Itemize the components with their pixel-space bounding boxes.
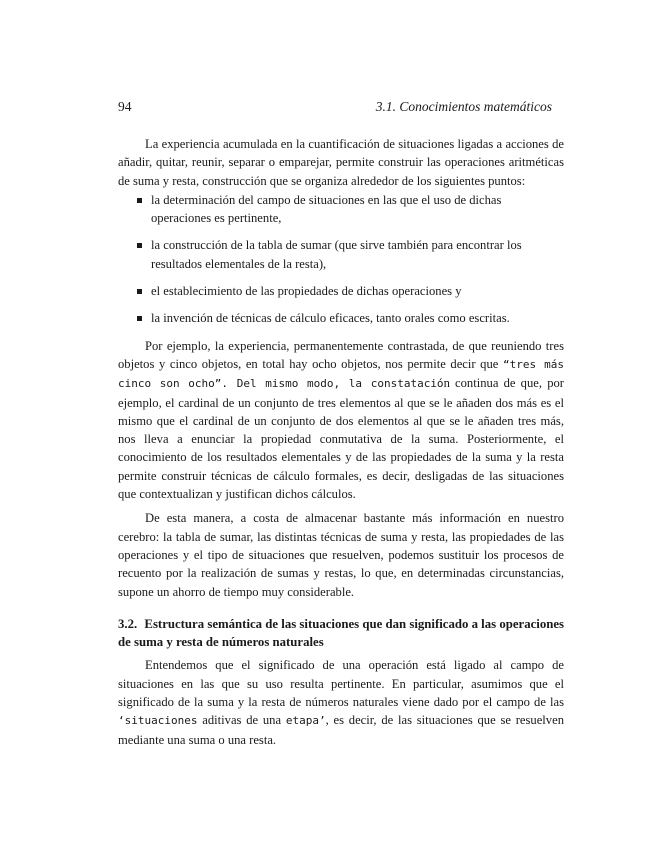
- paragraph-4-term-2: etapa’: [285, 714, 326, 728]
- paragraph-4-mid: aditivas de una: [197, 713, 286, 728]
- bullet-icon: [137, 289, 142, 294]
- bullet-list: [118, 191, 564, 328]
- paragraph-2-quote: “tres más cinco son ocho”. Del mismo modo, la constatació: [118, 357, 564, 391]
- list-item-text: la invención de técnicas de cálculo eficaces, tanto orales como escritas.: [151, 311, 510, 326]
- paragraph-4-rest: , es decir, de las situaciones que se resuelven mediante una suma o una resta.: [118, 713, 564, 747]
- paragraph-1: La experiencia acumulada en la cuantificación de situaciones ligadas a acciones de añadir, quitar, reunir, separar o emparejar, permite construir las operaciones aritméticas de suma y resta, construcción que se organiza alrededor de los siguientes puntos:: [118, 137, 564, 188]
- paragraph-2: [118, 337, 564, 504]
- bullet-icon: [137, 316, 142, 321]
- section-title: Estructura semántica de las situaciones que dan significado a las operaciones de suma y resta de números naturales: [118, 616, 565, 650]
- paragraph-4-lead: Entendemos que el significado de una operación está ligado al campo de situaciones en las que su uso resulta pertinente. En particular, asumimos que el significado de la suma y la resta de números naturales viene dado por el campo de las: [118, 658, 564, 710]
- paragraph-2-lead: Por ejemplo, la experiencia, permanentemente contrastada, de que reuniendo tres objetos y cinco objetos, en total hay ocho objetos, nos permite decir que: [118, 338, 564, 371]
- paragraph-4-term-1: ‘situaciones: [118, 714, 198, 728]
- section-heading: [118, 615, 564, 652]
- list-item: [118, 191, 564, 228]
- list-item-text: la construcción de la tabla de sumar (que sirve también para encontrar los resultados elementales de la resta),: [151, 238, 522, 271]
- list-item-text: la determinación del campo de situaciones en las que el uso de dichas operaciones es pertinente,: [151, 192, 502, 226]
- section-number: 3.2.: [118, 616, 138, 631]
- paragraph-2-rest: n continua de que, por ejemplo, el cardinal de un conjunto de tres elementos al que se le añaden dos más es el mismo que el cardinal de un conjunto de dos elementos al que se le añaden tres más, nos lleva a enunciar la propiedad conmutativa de la suma. Posteriormente, el conocimiento de los resultados elementales y de las propiedades de la suma y la resta permite construir técnicas de cálculo formales, es decir, desligadas de las situaciones que contextualizan y justifican dichos cálculos.: [118, 376, 564, 502]
- list-item: [118, 236, 564, 273]
- list-item: [118, 309, 564, 327]
- bullet-icon: [137, 198, 142, 203]
- running-head: 3.1. Conocimientos matemáticos: [375, 99, 552, 114]
- paragraph-3: De esta manera, a costa de almacenar bastante más información en nuestro cerebro: la tabla de sumar, las distintas técnicas de suma y resta, las propiedades de las operaciones y el tipo de situaciones que resuelven, podemos sustituir los procesos de recuento por la realización de sumas y restas, lo que, en determinadas circunstancias, supone un ahorro de tiempo muy considerable.: [118, 511, 564, 599]
- paragraph-4: [118, 656, 564, 748]
- page-number: 94: [118, 99, 132, 114]
- bullet-icon: [137, 243, 142, 248]
- list-item-text: el establecimiento de las propiedades de dichas operaciones y: [151, 284, 462, 299]
- body-text: [118, 135, 564, 749]
- list-item: [118, 282, 564, 300]
